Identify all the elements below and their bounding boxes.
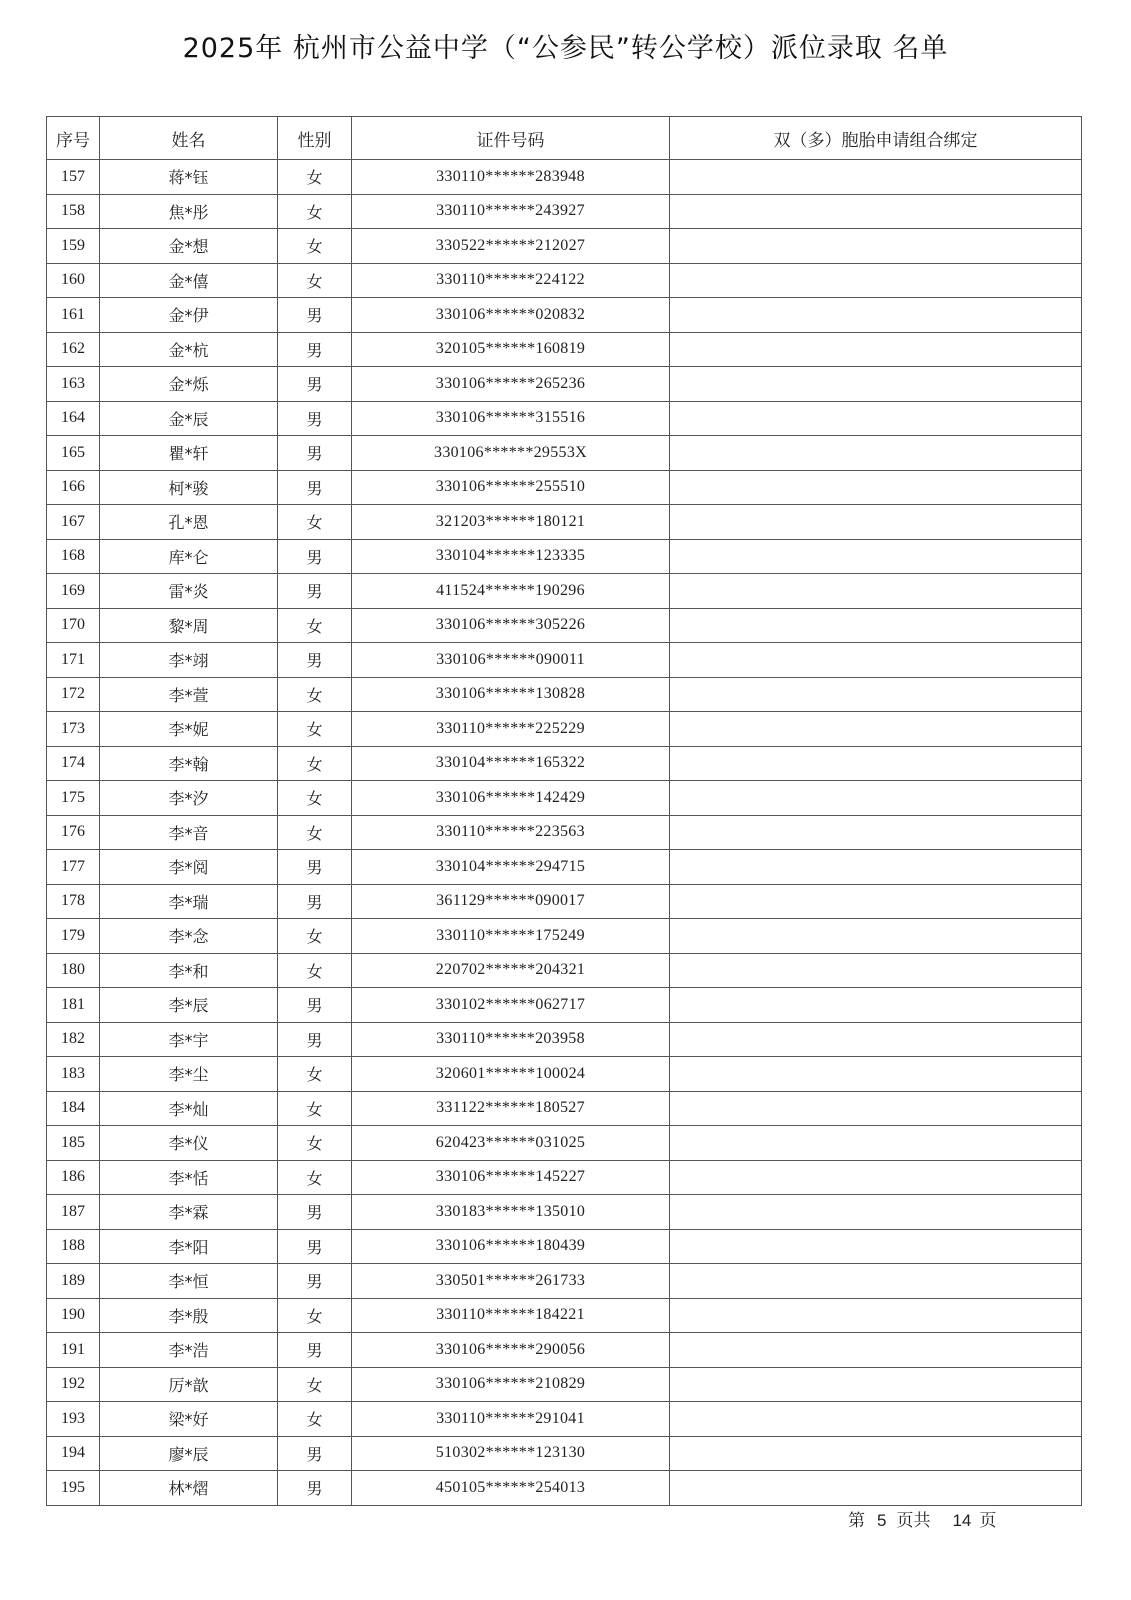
- table-row: [47, 367, 1082, 402]
- cell-name: 雷*炎: [100, 574, 278, 609]
- cell-id-number: 330110******283948: [352, 160, 670, 195]
- cell-twin-binding: [670, 815, 1082, 850]
- cell-gender: 女: [278, 608, 352, 643]
- cell-id-number: 330106******305226: [352, 608, 670, 643]
- table-row: [47, 1057, 1082, 1092]
- cell-gender: 女: [278, 1091, 352, 1126]
- page-footer: [848, 1506, 996, 1531]
- table-row: [47, 505, 1082, 540]
- cell-twin-binding: [670, 850, 1082, 885]
- cell-serial-number: 180: [47, 953, 100, 988]
- table-header-row: [47, 117, 1082, 160]
- cell-gender: 女: [278, 781, 352, 816]
- table-row: [47, 1264, 1082, 1299]
- cell-gender: 女: [278, 1057, 352, 1092]
- cell-twin-binding: [670, 436, 1082, 471]
- cell-serial-number: 187: [47, 1195, 100, 1230]
- cell-name: 李*汐: [100, 781, 278, 816]
- cell-serial-number: 162: [47, 332, 100, 367]
- table-row: [47, 263, 1082, 298]
- cell-twin-binding: [670, 367, 1082, 402]
- table-row: [47, 574, 1082, 609]
- cell-name: 李*辰: [100, 988, 278, 1023]
- cell-gender: 男: [278, 1229, 352, 1264]
- cell-twin-binding: [670, 229, 1082, 264]
- table-row: [47, 298, 1082, 333]
- table-row: [47, 919, 1082, 954]
- cell-id-number: 330102******062717: [352, 988, 670, 1023]
- header-serial-number: 序号: [47, 117, 100, 160]
- table-body: [47, 160, 1082, 1506]
- cell-twin-binding: [670, 643, 1082, 678]
- table-row: [47, 1333, 1082, 1368]
- cell-id-number: 330106******130828: [352, 677, 670, 712]
- cell-gender: 男: [278, 470, 352, 505]
- cell-gender: 女: [278, 1402, 352, 1437]
- table-row: [47, 1229, 1082, 1264]
- cell-name: 柯*骏: [100, 470, 278, 505]
- cell-name: 李*仪: [100, 1126, 278, 1161]
- cell-twin-binding: [670, 1091, 1082, 1126]
- cell-twin-binding: [670, 263, 1082, 298]
- cell-twin-binding: [670, 608, 1082, 643]
- cell-twin-binding: [670, 746, 1082, 781]
- cell-serial-number: 166: [47, 470, 100, 505]
- cell-id-number: 330106******290056: [352, 1333, 670, 1368]
- cell-name: 瞿*轩: [100, 436, 278, 471]
- cell-twin-binding: [670, 194, 1082, 229]
- cell-name: 金*伊: [100, 298, 278, 333]
- cell-name: 蒋*钰: [100, 160, 278, 195]
- cell-name: 孔*恩: [100, 505, 278, 540]
- cell-gender: 女: [278, 953, 352, 988]
- cell-twin-binding: [670, 470, 1082, 505]
- cell-gender: 男: [278, 1264, 352, 1299]
- cell-twin-binding: [670, 1402, 1082, 1437]
- cell-id-number: 330106******145227: [352, 1160, 670, 1195]
- cell-id-number: 361129******090017: [352, 884, 670, 919]
- footer-prefix: 第: [848, 1511, 865, 1531]
- cell-gender: 女: [278, 1160, 352, 1195]
- cell-serial-number: 181: [47, 988, 100, 1023]
- table-row: [47, 953, 1082, 988]
- cell-serial-number: 177: [47, 850, 100, 885]
- cell-name: 李*翰: [100, 746, 278, 781]
- cell-gender: 男: [278, 367, 352, 402]
- cell-twin-binding: [670, 1367, 1082, 1402]
- cell-twin-binding: [670, 1436, 1082, 1471]
- table-row: [47, 850, 1082, 885]
- cell-gender: 男: [278, 1333, 352, 1368]
- cell-twin-binding: [670, 884, 1082, 919]
- cell-id-number: 330106******29553X: [352, 436, 670, 471]
- table-row: [47, 608, 1082, 643]
- cell-id-number: 330110******225229: [352, 712, 670, 747]
- cell-gender: 男: [278, 298, 352, 333]
- table-row: [47, 746, 1082, 781]
- cell-id-number: 330106******142429: [352, 781, 670, 816]
- cell-id-number: 321203******180121: [352, 505, 670, 540]
- cell-gender: 男: [278, 988, 352, 1023]
- cell-id-number: 330104******165322: [352, 746, 670, 781]
- table-row: [47, 988, 1082, 1023]
- cell-id-number: 330110******224122: [352, 263, 670, 298]
- cell-gender: 女: [278, 1367, 352, 1402]
- cell-id-number: 330106******020832: [352, 298, 670, 333]
- cell-gender: 男: [278, 574, 352, 609]
- cell-name: 黎*周: [100, 608, 278, 643]
- cell-serial-number: 158: [47, 194, 100, 229]
- cell-id-number: 330106******315516: [352, 401, 670, 436]
- cell-twin-binding: [670, 401, 1082, 436]
- cell-serial-number: 159: [47, 229, 100, 264]
- cell-name: 李*音: [100, 815, 278, 850]
- cell-twin-binding: [670, 1195, 1082, 1230]
- cell-gender: 女: [278, 263, 352, 298]
- page-title: 2025年 杭州市公益中学（“公参民”转公学校）派位录取 名单: [182, 33, 949, 64]
- cell-gender: 女: [278, 815, 352, 850]
- header-twin-binding: 双（多）胞胎申请组合绑定: [670, 117, 1082, 160]
- cell-gender: 女: [278, 677, 352, 712]
- table-row: [47, 677, 1082, 712]
- cell-serial-number: 169: [47, 574, 100, 609]
- table-row: [47, 160, 1082, 195]
- cell-id-number: 331122******180527: [352, 1091, 670, 1126]
- cell-id-number: 330106******210829: [352, 1367, 670, 1402]
- cell-twin-binding: [670, 1471, 1082, 1506]
- table-row: [47, 1471, 1082, 1506]
- table-row: [47, 1402, 1082, 1437]
- cell-serial-number: 182: [47, 1022, 100, 1057]
- cell-gender: 男: [278, 401, 352, 436]
- cell-name: 梁*好: [100, 1402, 278, 1437]
- cell-id-number: 320105******160819: [352, 332, 670, 367]
- cell-id-number: 330106******255510: [352, 470, 670, 505]
- cell-serial-number: 165: [47, 436, 100, 471]
- cell-id-number: 330106******265236: [352, 367, 670, 402]
- cell-twin-binding: [670, 574, 1082, 609]
- cell-id-number: 411524******190296: [352, 574, 670, 609]
- cell-gender: 女: [278, 746, 352, 781]
- cell-serial-number: 188: [47, 1229, 100, 1264]
- cell-id-number: 510302******123130: [352, 1436, 670, 1471]
- cell-serial-number: 183: [47, 1057, 100, 1092]
- cell-gender: 女: [278, 229, 352, 264]
- cell-id-number: 330104******294715: [352, 850, 670, 885]
- admission-roster-table: [46, 116, 1082, 1506]
- cell-name: 李*瑞: [100, 884, 278, 919]
- cell-name: 金*想: [100, 229, 278, 264]
- cell-gender: 男: [278, 539, 352, 574]
- cell-id-number: 330183******135010: [352, 1195, 670, 1230]
- cell-gender: 女: [278, 712, 352, 747]
- cell-twin-binding: [670, 332, 1082, 367]
- cell-id-number: 330106******090011: [352, 643, 670, 678]
- cell-id-number: 330104******123335: [352, 539, 670, 574]
- table-row: [47, 884, 1082, 919]
- table-row: [47, 1160, 1082, 1195]
- cell-name: 厉*歆: [100, 1367, 278, 1402]
- table-row: [47, 229, 1082, 264]
- cell-name: 金*辰: [100, 401, 278, 436]
- cell-twin-binding: [670, 1333, 1082, 1368]
- cell-name: 李*阳: [100, 1229, 278, 1264]
- cell-twin-binding: [670, 1229, 1082, 1264]
- cell-name: 林*熠: [100, 1471, 278, 1506]
- cell-gender: 女: [278, 1126, 352, 1161]
- cell-id-number: 220702******204321: [352, 953, 670, 988]
- cell-name: 李*殷: [100, 1298, 278, 1333]
- cell-twin-binding: [670, 298, 1082, 333]
- table-row: [47, 1022, 1082, 1057]
- cell-twin-binding: [670, 1057, 1082, 1092]
- cell-name: 焦*彤: [100, 194, 278, 229]
- cell-twin-binding: [670, 1298, 1082, 1333]
- cell-name: 库*仑: [100, 539, 278, 574]
- cell-name: 李*尘: [100, 1057, 278, 1092]
- cell-gender: 男: [278, 1436, 352, 1471]
- footer-total-pages: 14: [952, 1511, 972, 1530]
- cell-name: 李*念: [100, 919, 278, 954]
- cell-gender: 男: [278, 332, 352, 367]
- table-row: [47, 1367, 1082, 1402]
- cell-serial-number: 176: [47, 815, 100, 850]
- table-row: [47, 781, 1082, 816]
- cell-serial-number: 163: [47, 367, 100, 402]
- cell-name: 李*灿: [100, 1091, 278, 1126]
- cell-gender: 男: [278, 1195, 352, 1230]
- cell-twin-binding: [670, 712, 1082, 747]
- cell-serial-number: 189: [47, 1264, 100, 1299]
- cell-twin-binding: [670, 988, 1082, 1023]
- table-row: [47, 436, 1082, 471]
- cell-gender: 男: [278, 850, 352, 885]
- cell-name: 李*和: [100, 953, 278, 988]
- cell-gender: 男: [278, 1022, 352, 1057]
- cell-serial-number: 164: [47, 401, 100, 436]
- cell-id-number: 330522******212027: [352, 229, 670, 264]
- cell-gender: 女: [278, 919, 352, 954]
- cell-serial-number: 178: [47, 884, 100, 919]
- footer-suffix: 页: [979, 1511, 997, 1531]
- header-name: 姓名: [100, 117, 278, 160]
- cell-twin-binding: [670, 1022, 1082, 1057]
- footer-middle: 页共: [896, 1511, 931, 1531]
- cell-serial-number: 184: [47, 1091, 100, 1126]
- cell-serial-number: 170: [47, 608, 100, 643]
- cell-name: 李*恒: [100, 1264, 278, 1299]
- cell-serial-number: 185: [47, 1126, 100, 1161]
- table-row: [47, 1298, 1082, 1333]
- cell-id-number: 330110******291041: [352, 1402, 670, 1437]
- table-row: [47, 539, 1082, 574]
- cell-serial-number: 175: [47, 781, 100, 816]
- cell-serial-number: 193: [47, 1402, 100, 1437]
- cell-name: 李*霖: [100, 1195, 278, 1230]
- cell-name: 李*翊: [100, 643, 278, 678]
- table-row: [47, 1091, 1082, 1126]
- cell-twin-binding: [670, 781, 1082, 816]
- cell-twin-binding: [670, 160, 1082, 195]
- cell-gender: 女: [278, 160, 352, 195]
- cell-gender: 男: [278, 1471, 352, 1506]
- table-row: [47, 815, 1082, 850]
- cell-gender: 女: [278, 1298, 352, 1333]
- cell-twin-binding: [670, 1126, 1082, 1161]
- cell-serial-number: 186: [47, 1160, 100, 1195]
- cell-twin-binding: [670, 505, 1082, 540]
- cell-id-number: 330501******261733: [352, 1264, 670, 1299]
- cell-serial-number: 172: [47, 677, 100, 712]
- cell-serial-number: 179: [47, 919, 100, 954]
- cell-id-number: 330110******184221: [352, 1298, 670, 1333]
- cell-gender: 男: [278, 436, 352, 471]
- cell-id-number: 330110******203958: [352, 1022, 670, 1057]
- cell-twin-binding: [670, 677, 1082, 712]
- header-gender: 性别: [278, 117, 352, 160]
- table-row: [47, 332, 1082, 367]
- table-row: [47, 401, 1082, 436]
- cell-serial-number: 195: [47, 1471, 100, 1506]
- cell-name: 金*杭: [100, 332, 278, 367]
- cell-serial-number: 157: [47, 160, 100, 195]
- table-row: [47, 1126, 1082, 1161]
- cell-id-number: 330110******243927: [352, 194, 670, 229]
- cell-serial-number: 190: [47, 1298, 100, 1333]
- cell-gender: 女: [278, 194, 352, 229]
- cell-gender: 女: [278, 505, 352, 540]
- table-row: [47, 712, 1082, 747]
- cell-name: 李*萱: [100, 677, 278, 712]
- cell-name: 李*恬: [100, 1160, 278, 1195]
- cell-twin-binding: [670, 953, 1082, 988]
- cell-id-number: 320601******100024: [352, 1057, 670, 1092]
- table-row: [47, 643, 1082, 678]
- table-row: [47, 1195, 1082, 1230]
- cell-name: 李*妮: [100, 712, 278, 747]
- cell-id-number: 330110******223563: [352, 815, 670, 850]
- cell-name: 廖*辰: [100, 1436, 278, 1471]
- cell-twin-binding: [670, 1160, 1082, 1195]
- cell-twin-binding: [670, 539, 1082, 574]
- cell-serial-number: 160: [47, 263, 100, 298]
- cell-serial-number: 192: [47, 1367, 100, 1402]
- cell-serial-number: 168: [47, 539, 100, 574]
- cell-gender: 男: [278, 643, 352, 678]
- cell-id-number: 450105******254013: [352, 1471, 670, 1506]
- footer-page-number: 5: [877, 1511, 887, 1530]
- cell-name: 李*阅: [100, 850, 278, 885]
- cell-id-number: 330110******175249: [352, 919, 670, 954]
- cell-serial-number: 191: [47, 1333, 100, 1368]
- cell-serial-number: 161: [47, 298, 100, 333]
- cell-twin-binding: [670, 919, 1082, 954]
- cell-name: 金*僖: [100, 263, 278, 298]
- cell-serial-number: 171: [47, 643, 100, 678]
- cell-id-number: 620423******031025: [352, 1126, 670, 1161]
- cell-name: 李*宇: [100, 1022, 278, 1057]
- cell-serial-number: 173: [47, 712, 100, 747]
- table-row: [47, 194, 1082, 229]
- header-id-number: 证件号码: [352, 117, 670, 160]
- cell-serial-number: 167: [47, 505, 100, 540]
- cell-id-number: 330106******180439: [352, 1229, 670, 1264]
- cell-name: 李*浩: [100, 1333, 278, 1368]
- table-row: [47, 470, 1082, 505]
- cell-name: 金*烁: [100, 367, 278, 402]
- cell-twin-binding: [670, 1264, 1082, 1299]
- cell-serial-number: 194: [47, 1436, 100, 1471]
- cell-serial-number: 174: [47, 746, 100, 781]
- cell-gender: 男: [278, 884, 352, 919]
- table-row: [47, 1436, 1082, 1471]
